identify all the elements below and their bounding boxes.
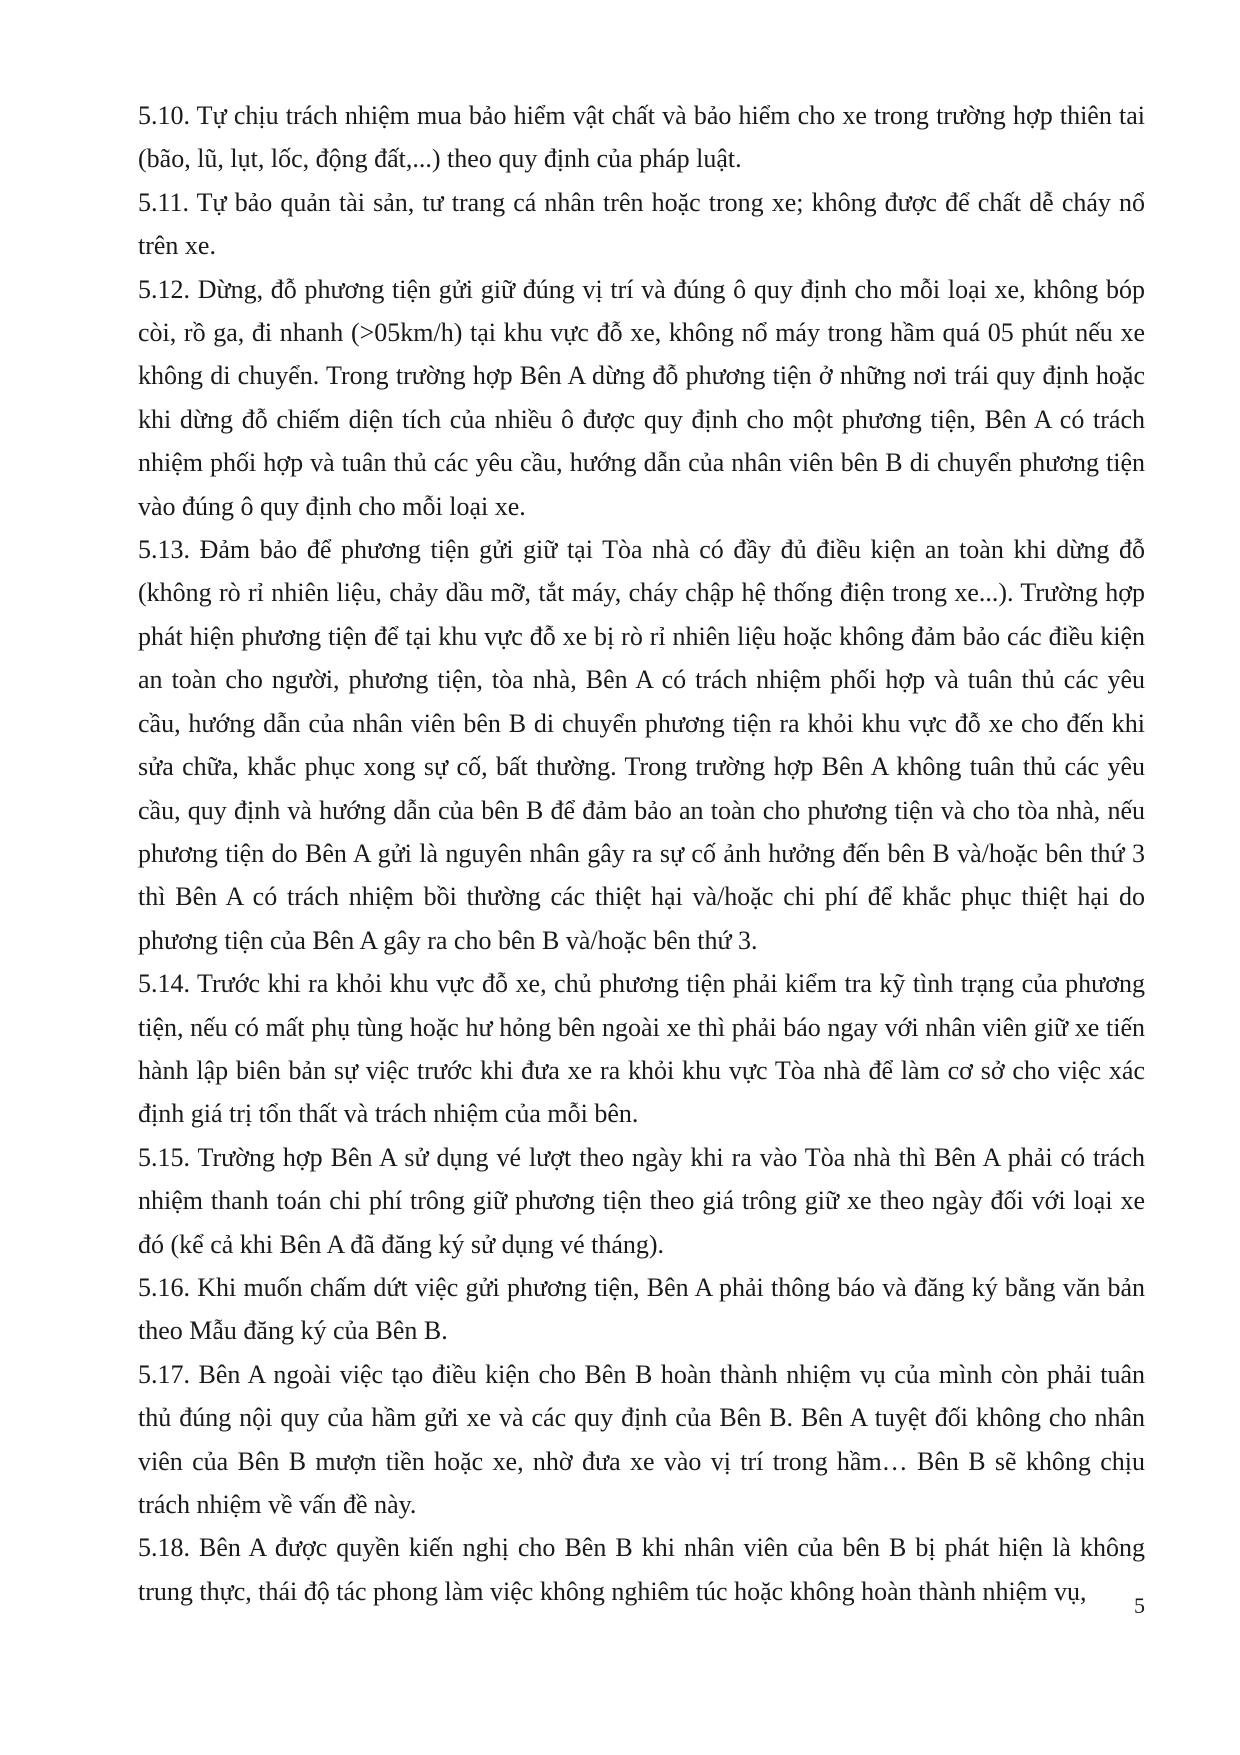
clause-5-13: 5.13. Đảm bảo để phương tiện gửi giữ tại Tòa nhà có đầy đủ điều kiện an toàn khi dừng đỗ (không rò rỉ nhiên liệu, chảy dầu mỡ, tắt máy, cháy chập hệ thống điện trong xe...). Trường hợp phát hiện phương tiện để tại khu vực đỗ xe bị rò rỉ nhiên liệu hoặc không đảm bảo các điều kiện an toàn cho người, phương tiện, tòa nhà, Bên A có trách nhiệm phối hợp và tuân thủ các yêu cầu, hướng dẫn của nhân viên bên B di chuyển phương tiện ra khỏi khu vực đỗ xe cho đến khi sửa chữa, khắc phục xong sự cố, bất thường. Trong trường hợp Bên A không tuân thủ các yêu cầu, quy định và hướng dẫn của bên B để đảm bảo an toàn cho phương tiện và cho tòa nhà, nếu phương tiện do Bên A gửi là nguyên nhân gây ra sự cố ảnh hưởng đến bên B và/hoặc bên thứ 3 thì Bên A có trách nhiệm bồi thường các thiệt hại và/hoặc chi phí để khắc phục thiệt hại do phương tiện của Bên A gây ra cho bên B và/hoặc bên thứ 3. [138, 535, 1145, 955]
clause-5-15: 5.15. Trường hợp Bên A sử dụng vé lượt theo ngày khi ra vào Tòa nhà thì Bên A phải có trách nhiệm thanh toán chi phí trông giữ phương tiện theo giá trông giữ xe theo ngày đối với loại xe đó (kể cả khi Bên A đã đăng ký sử dụng vé tháng). [138, 1142, 1145, 1259]
clause-5-18: 5.18. Bên A được quyền kiến nghị cho Bên B khi nhân viên của bên B bị phát hiện là không trung thực, thái độ tác phong làm việc không nghiêm túc hoặc không hoàn thành nhiệm vụ, [138, 1533, 1145, 1606]
clause-5-12: 5.12. Dừng, đỗ phương tiện gửi giữ đúng vị trí và đúng ô quy định cho mỗi loại xe, không bóp còi, rồ ga, đi nhanh (>05km/h) tại khu vực đỗ xe, không nổ máy trong hầm quá 05 phút nếu xe không di chuyển. Trong trường hợp Bên A dừng đỗ phương tiện ở những nơi trái quy định hoặc khi dừng đỗ chiếm diện tích của nhiều ô được quy định cho một phương tiện, Bên A có trách nhiệm phối hợp và tuân thủ các yêu cầu, hướng dẫn của nhân viên bên B di chuyển phương tiện vào đúng ô quy định cho mỗi loại xe. [138, 274, 1145, 521]
clause-5-10: 5.10. Tự chịu trách nhiệm mua bảo hiểm vật chất và bảo hiểm cho xe trong trường hợp thiên tai (bão, lũ, lụt, lốc, động đất,...) theo quy định của pháp luật. [138, 101, 1145, 174]
page-number: 5 [1134, 1593, 1145, 1618]
clause-5-17: 5.17. Bên A ngoài việc tạo điều kiện cho Bên B hoàn thành nhiệm vụ của mình còn phải tuân thủ đúng nội quy của hầm gửi xe và các quy định của Bên B. Bên A tuyệt đối không cho nhân viên của Bên B mượn tiền hoặc xe, nhờ đưa xe vào vị trí trong hầm… Bên B sẽ không chịu trách nhiệm về vấn đề này. [138, 1359, 1145, 1519]
clause-5-11: 5.11. Tự bảo quản tài sản, tư trang cá nhân trên hoặc trong xe; không được để chất dễ cháy nổ trên xe. [138, 187, 1145, 261]
document-body [138, 94, 1145, 1613]
clause-5-14: 5.14. Trước khi ra khỏi khu vực đỗ xe, chủ phương tiện phải kiểm tra kỹ tình trạng của phương tiện, nếu có mất phụ tùng hoặc hư hỏng bên ngoài xe thì phải báo ngay với nhân viên giữ xe tiến hành lập biên bản sự việc trước khi đưa xe ra khỏi khu vực Tòa nhà để làm cơ sở cho việc xác định giá trị tổn thất và trách nhiệm của mỗi bên. [138, 969, 1145, 1129]
clause-5-16: 5.16. Khi muốn chấm dứt việc gửi phương tiện, Bên A phải thông báo và đăng ký bằng văn bản theo Mẫu đăng ký của Bên B. [138, 1272, 1145, 1346]
